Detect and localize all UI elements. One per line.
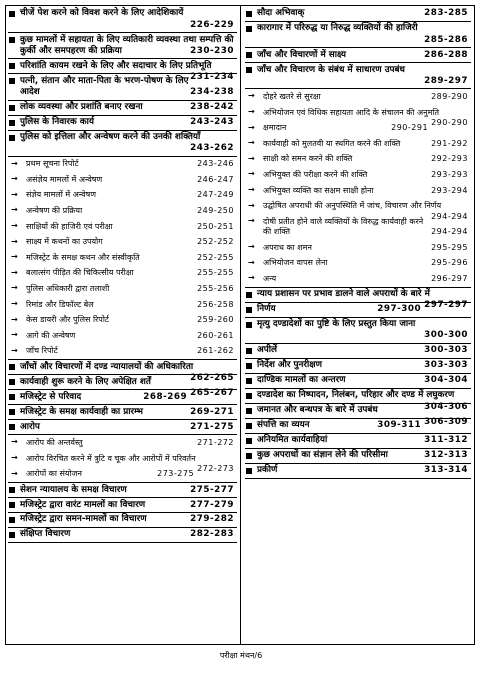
- toc-title: साक्ष्य में कथनों का उपयोग: [26, 237, 103, 247]
- toc-page-range: 293-293: [431, 169, 468, 179]
- toc-subentry: [8, 250, 237, 266]
- arrow-right-icon: →: [11, 252, 18, 262]
- toc-title: जाँचों और विचारणों में दण्ड न्यायालयों की अधिकारिता: [20, 361, 194, 372]
- toc-entry: [8, 498, 237, 513]
- page-footer: परीक्षा मंथन/6: [219, 651, 263, 660]
- arrow-right-icon: →: [11, 205, 18, 215]
- toc-title: उद्घोषित अपराधी की अनुपस्थिति में जांच, विचारण और निर्णय: [263, 201, 442, 211]
- toc-page-range: 300-303: [424, 345, 468, 356]
- toc-title: सेशन न्यायालय के समक्ष विचारण: [20, 484, 127, 495]
- toc-entry: [245, 449, 471, 464]
- toc-title: पुलिस अधिकारी द्वारा तलाशी: [26, 284, 110, 294]
- toc-page-range: 246-247: [197, 174, 234, 184]
- square-bullet-icon: [246, 348, 252, 354]
- toc-page-range: 283-285: [424, 8, 468, 19]
- toc-page-range: 268-269: [143, 391, 188, 402]
- toc-entry: [245, 359, 471, 374]
- toc-entry: [8, 131, 237, 157]
- toc-title: दाण्डिक मामलों का अन्तरण: [257, 375, 346, 386]
- toc-title: लोक व्यवस्था और प्रशांति बनाए रखना: [20, 101, 143, 112]
- toc-page-range: 294-294: [431, 211, 468, 221]
- toc-page-range: 231-234: [190, 71, 234, 82]
- square-bullet-icon: [246, 438, 252, 444]
- arrow-right-icon: →: [248, 242, 255, 252]
- toc-page-range: 304-306: [424, 401, 468, 412]
- toc-page-range: 282-283: [190, 529, 234, 540]
- toc-page-range: 250-251: [197, 221, 234, 231]
- toc-title: संज्ञेय मामलों में अन्वेषण: [26, 190, 97, 200]
- toc-subentry: [245, 121, 471, 137]
- toc-page-range: 249-250: [197, 206, 234, 216]
- toc-subentry: [8, 203, 237, 219]
- toc-page-range: 303-303: [424, 360, 468, 371]
- toc-title: संपत्ति का व्ययन: [257, 420, 310, 431]
- toc-page-range: 262-265: [190, 373, 234, 384]
- arrow-right-icon: →: [11, 468, 18, 478]
- arrow-right-icon: →: [11, 221, 18, 231]
- toc-page-range: 243-246: [197, 159, 234, 169]
- toc-page-range: 306-309: [424, 416, 468, 427]
- toc-title: अन्य: [263, 273, 277, 283]
- arrow-right-icon: →: [11, 189, 18, 199]
- square-bullet-icon: [9, 487, 15, 493]
- toc-title: दोहरे खतरे से सुरक्षा: [263, 91, 321, 101]
- toc-subentry: [245, 256, 471, 272]
- arrow-right-icon: →: [248, 257, 255, 267]
- toc-subentry: [8, 172, 237, 188]
- toc-subentry: [245, 105, 471, 127]
- toc-title: जमानत और बन्धपत्र के बारे में उपबंध: [257, 405, 378, 416]
- toc-title: पुलिस को इत्तिला और अन्वेषण करने की उनकी शक्तियाँ: [20, 131, 201, 142]
- toc-entry: [8, 59, 237, 82]
- toc-entry: [8, 101, 237, 116]
- toc-subentry: [8, 281, 237, 297]
- toc-title: प्रकीर्ण: [257, 465, 278, 476]
- toc-title: आरोप: [20, 421, 40, 432]
- toc-title: जाँच रिपोर्ट: [26, 346, 58, 356]
- toc-page-range: 269-271: [190, 406, 234, 417]
- square-bullet-icon: [246, 393, 252, 399]
- arrow-right-icon: →: [248, 184, 255, 194]
- toc-entry: [245, 7, 471, 22]
- toc-title: रिमांड और डिफॉल्ट बेल: [26, 299, 94, 309]
- square-bullet-icon: [246, 52, 252, 58]
- toc-title: परिशांति कायम रखने के लिए और सदाचार के लिए प्रतिभूति: [20, 60, 212, 71]
- toc-page-range: 292-293: [431, 154, 468, 164]
- toc-title: मजिस्ट्रेट द्वारा समन-मामलों का विचारण: [20, 514, 147, 525]
- toc-entry: [245, 22, 471, 48]
- toc-page-range: 256-258: [197, 299, 234, 309]
- toc-subentry: [245, 136, 471, 152]
- toc-page-range: 247-249: [197, 190, 234, 200]
- arrow-right-icon: →: [11, 452, 18, 462]
- arrow-right-icon: →: [248, 138, 255, 148]
- square-bullet-icon: [246, 363, 252, 369]
- toc-title: बलात्संग पीड़ित की चिकित्सीय परीक्षा: [26, 268, 134, 278]
- toc-subentry: [8, 328, 237, 344]
- square-bullet-icon: [9, 135, 15, 141]
- square-bullet-icon: [246, 468, 252, 474]
- square-bullet-icon: [9, 37, 15, 43]
- toc-subentry: [8, 435, 237, 451]
- toc-page-range: 304-304: [424, 375, 468, 386]
- toc-subentry: [8, 313, 237, 329]
- arrow-right-icon: →: [11, 299, 18, 309]
- toc-page-range: 311-312: [424, 435, 468, 446]
- toc-title: अभियोजन वापस लेना: [263, 258, 328, 268]
- arrow-right-icon: →: [248, 153, 255, 163]
- toc-page-range: 271-275: [190, 421, 234, 432]
- toc-page-range: 312-313: [424, 450, 468, 461]
- square-bullet-icon: [246, 453, 252, 459]
- toc-page-range: 296-297: [431, 273, 468, 283]
- toc-title: मृत्यु दण्डादेशों का पुष्टि के लिए प्रस्तुत किया जाना: [257, 319, 416, 330]
- toc-subentry: [8, 266, 237, 282]
- toc-title: अभियुक्त व्यक्ति का सक्षम साक्षी होना: [263, 185, 374, 195]
- toc-entry: [245, 464, 471, 479]
- arrow-right-icon: →: [248, 122, 255, 132]
- toc-entry: [8, 116, 237, 131]
- toc-page-range: 275-277: [190, 484, 234, 495]
- toc-page-range: 309-311: [377, 420, 422, 431]
- square-bullet-icon: [9, 364, 15, 370]
- toc-entry: [245, 434, 471, 449]
- toc-subentry: [245, 89, 471, 105]
- toc-title: अभियुक्त की परीक्षा करने की शक्ति: [263, 169, 368, 179]
- toc-title: निर्देश और पुनरीक्षण: [257, 360, 322, 371]
- toc-entry: [245, 416, 471, 434]
- toc-page-range: 243-243: [190, 116, 234, 127]
- toc-title: सौदा अभिवाक्: [257, 8, 305, 19]
- toc-entry: [8, 420, 237, 435]
- right-column: [245, 7, 471, 479]
- toc-title: प्रथम सूचना रिपोर्ट: [26, 159, 79, 169]
- toc-title: पुलिस के निवारक कार्य: [20, 116, 94, 127]
- toc-subentry: [8, 467, 237, 484]
- arrow-right-icon: →: [11, 174, 18, 184]
- square-bullet-icon: [246, 322, 252, 328]
- arrow-right-icon: →: [248, 273, 255, 283]
- toc-title: आरोप की अन्तर्वस्तु: [26, 437, 83, 447]
- toc-page-range: 297-297: [424, 300, 468, 311]
- toc-page-range: 226-229: [190, 19, 234, 30]
- toc-page-range: 261-262: [197, 346, 234, 356]
- toc-page-range: 289-290: [431, 91, 468, 101]
- arrow-right-icon: →: [248, 169, 255, 179]
- toc-page-range: 273-275: [157, 469, 195, 479]
- toc-subentry: [245, 240, 471, 256]
- toc-page-range: 295-295: [431, 242, 468, 252]
- toc-subentry: [8, 235, 237, 251]
- toc-title: अन्वेषण की प्रक्रिया: [26, 206, 83, 216]
- toc-page-range: 265-267: [190, 388, 234, 398]
- toc-entry: [245, 303, 471, 318]
- toc-title: कुछ मामलों में सहायता के लिए व्यतिकारी व्यवस्था तथा सम्पत्ति की कुर्की और समपहरण की प्रक्रिया: [20, 34, 234, 56]
- toc-title: आरोप विरचित करने में त्रुटि व चूक और आरोपों में परिवर्तन: [26, 453, 196, 463]
- toc-title: कार्यवाही को मुलतवी या स्थगित करने की शक्ति: [263, 138, 401, 148]
- toc-entry: [8, 405, 237, 420]
- toc-page-range: 313-314: [424, 465, 468, 476]
- toc-page-range: 252-255: [197, 252, 234, 262]
- toc-title: आगे की अन्वेषण: [26, 330, 76, 340]
- toc-entry: [8, 71, 237, 100]
- toc-entry: [245, 48, 471, 63]
- toc-page-range: 252-252: [197, 237, 234, 247]
- square-bullet-icon: [246, 408, 252, 414]
- toc-page-range: 286-288: [424, 49, 468, 60]
- toc-page-range: 297-300: [377, 304, 422, 315]
- square-bullet-icon: [9, 379, 15, 385]
- toc-title: पत्नी, संतान और माता-पिता के भरण-पोषण के लिए आदेश: [20, 75, 189, 97]
- toc-title: जाँच और विचारणों में साक्ष्य: [257, 49, 347, 60]
- arrow-right-icon: →: [248, 200, 255, 210]
- toc-subentry: [245, 211, 471, 240]
- toc-page-range: 243-262: [190, 143, 234, 154]
- square-bullet-icon: [246, 26, 252, 32]
- toc-page-range: 255-256: [197, 284, 234, 294]
- square-bullet-icon: [9, 120, 15, 126]
- toc-page-range: 259-260: [197, 315, 234, 325]
- toc-subentry: [245, 199, 471, 221]
- arrow-right-icon: →: [11, 283, 18, 293]
- toc-page-range: 291-292: [431, 138, 468, 148]
- toc-page-range: 285-286: [424, 34, 468, 45]
- arrow-right-icon: →: [11, 345, 18, 355]
- square-bullet-icon: [246, 11, 252, 17]
- toc-entry: [8, 513, 237, 528]
- arrow-right-icon: →: [11, 314, 18, 324]
- toc-subentry: [8, 451, 237, 473]
- left-column: [8, 7, 237, 543]
- toc-subentry: [8, 157, 237, 173]
- toc-title: कार्यवाही शुरू करने के लिए अपेक्षित शर्तें: [20, 376, 151, 387]
- toc-title: दण्डादेश का निष्पादन, निलंबन, परिहार और दण्ड में लघुकरण: [257, 390, 455, 401]
- toc-page-range: 272-273: [197, 463, 234, 473]
- toc-page-range: 290-291: [391, 123, 429, 133]
- toc-subentry: [245, 167, 471, 183]
- arrow-right-icon: →: [11, 267, 18, 277]
- toc-title: मजिस्ट्रेट के समक्ष कार्यवाही का प्रारम्भ: [20, 406, 143, 417]
- toc-title: अपीलें: [257, 345, 277, 356]
- toc-page-range: 300-300: [424, 330, 468, 341]
- arrow-right-icon: →: [248, 216, 255, 226]
- square-bullet-icon: [9, 105, 15, 111]
- toc-entry: [245, 63, 471, 89]
- toc-title: संक्षिप्त विचारण: [20, 529, 71, 540]
- toc-title: चीजें पेश करने को विवश करने के लिए आदेशिकायें: [20, 8, 184, 19]
- toc-title: अनियमित कार्यवाहियां: [257, 435, 328, 446]
- square-bullet-icon: [9, 394, 15, 400]
- toc-entry: [245, 318, 471, 344]
- toc-title: कारागार में परिरुद्ध या निरुद्ध व्यक्तियों की हाजिरी: [257, 23, 418, 34]
- toc-entry: [8, 7, 237, 33]
- arrow-right-icon: →: [11, 158, 18, 168]
- toc-title: मजिस्ट्रेट से परिवाद: [20, 391, 82, 402]
- toc-page-range: 260-261: [197, 330, 234, 340]
- toc-page-range: 271-272: [197, 437, 234, 447]
- toc-title: मजिस्ट्रेट द्वारा वारंट मामलों का विचारण: [20, 499, 146, 510]
- square-bullet-icon: [246, 423, 252, 429]
- toc-page-range: 295-296: [431, 258, 468, 268]
- toc-entry: [8, 390, 237, 405]
- toc-subentry: [8, 219, 237, 235]
- square-bullet-icon: [9, 63, 15, 69]
- toc-title: कुछ अपराधों का संज्ञान लेने की परिसीमा: [257, 450, 388, 461]
- toc-title: मजिस्ट्रेट के समक्ष कथन और संस्वीकृति: [26, 252, 140, 262]
- toc-title: आरोपों का संयोजन: [26, 469, 82, 479]
- square-bullet-icon: [246, 307, 252, 313]
- toc-subentry: [8, 188, 237, 204]
- square-bullet-icon: [9, 409, 15, 415]
- toc-title: दोषी प्रतीत होने वाले व्यक्तियों के विरुद्ध कार्यवाही करने की शक्ति: [263, 216, 424, 237]
- square-bullet-icon: [9, 424, 15, 430]
- toc-page-range: 279-282: [190, 514, 234, 525]
- toc-title: निर्णय: [257, 304, 276, 315]
- toc-entry: [245, 374, 471, 389]
- toc-subentry: [245, 183, 471, 199]
- column-divider: [240, 5, 241, 645]
- toc-title: जाँच और विचारण के संबंध में साधारण उपबंध: [257, 64, 405, 75]
- square-bullet-icon: [9, 78, 15, 84]
- toc-subentry: [245, 152, 471, 168]
- toc-entry: [245, 344, 471, 359]
- toc-title: न्याय प्रशासन पर प्रभाव डालने वाले अपराधों के बारे में: [257, 289, 430, 300]
- square-bullet-icon: [246, 67, 252, 73]
- toc-page-range: 230-230: [190, 45, 234, 56]
- toc-title: अपराध का शमन: [263, 242, 312, 252]
- arrow-right-icon: →: [11, 437, 18, 447]
- square-bullet-icon: [246, 378, 252, 384]
- toc-title: साक्षियों की हाजिरी एवं परीक्षा: [26, 221, 113, 231]
- arrow-right-icon: →: [248, 91, 255, 101]
- toc-page-range: 289-297: [424, 75, 468, 86]
- toc-page-range: 293-294: [431, 185, 468, 195]
- toc-page-range: 238-242: [190, 101, 234, 112]
- toc-title: असंज्ञेय मामलों में अन्वेषण: [26, 174, 103, 184]
- arrow-right-icon: →: [11, 236, 18, 246]
- toc-entry: [8, 33, 237, 59]
- square-bullet-icon: [9, 517, 15, 523]
- square-bullet-icon: [9, 532, 15, 538]
- square-bullet-icon: [246, 292, 252, 298]
- toc-page-range: 234-238: [190, 86, 234, 97]
- square-bullet-icon: [9, 11, 15, 17]
- toc-entry: [8, 483, 237, 498]
- square-bullet-icon: [9, 502, 15, 508]
- toc-subentry: [8, 344, 237, 361]
- toc-title: केस डायरी और पुलिस रिपोर्ट: [26, 315, 109, 325]
- arrow-right-icon: →: [248, 106, 255, 116]
- toc-subentry: [245, 271, 471, 288]
- toc-subentry: [8, 297, 237, 313]
- toc-page-range: 290-290: [431, 117, 468, 127]
- toc-title: साक्षी को समन करने की शक्ति: [263, 154, 353, 164]
- toc-page-range: 294-294: [431, 227, 468, 237]
- toc-page-range: 277-279: [190, 499, 234, 510]
- toc-entry: [8, 528, 237, 543]
- toc-page-range: 255-255: [197, 268, 234, 278]
- toc-title: अभियोजन एवं विधिक सहायता आदि के संचालन की अनुमति: [263, 107, 440, 117]
- arrow-right-icon: →: [11, 330, 18, 340]
- toc-title: क्षमादान: [263, 123, 287, 133]
